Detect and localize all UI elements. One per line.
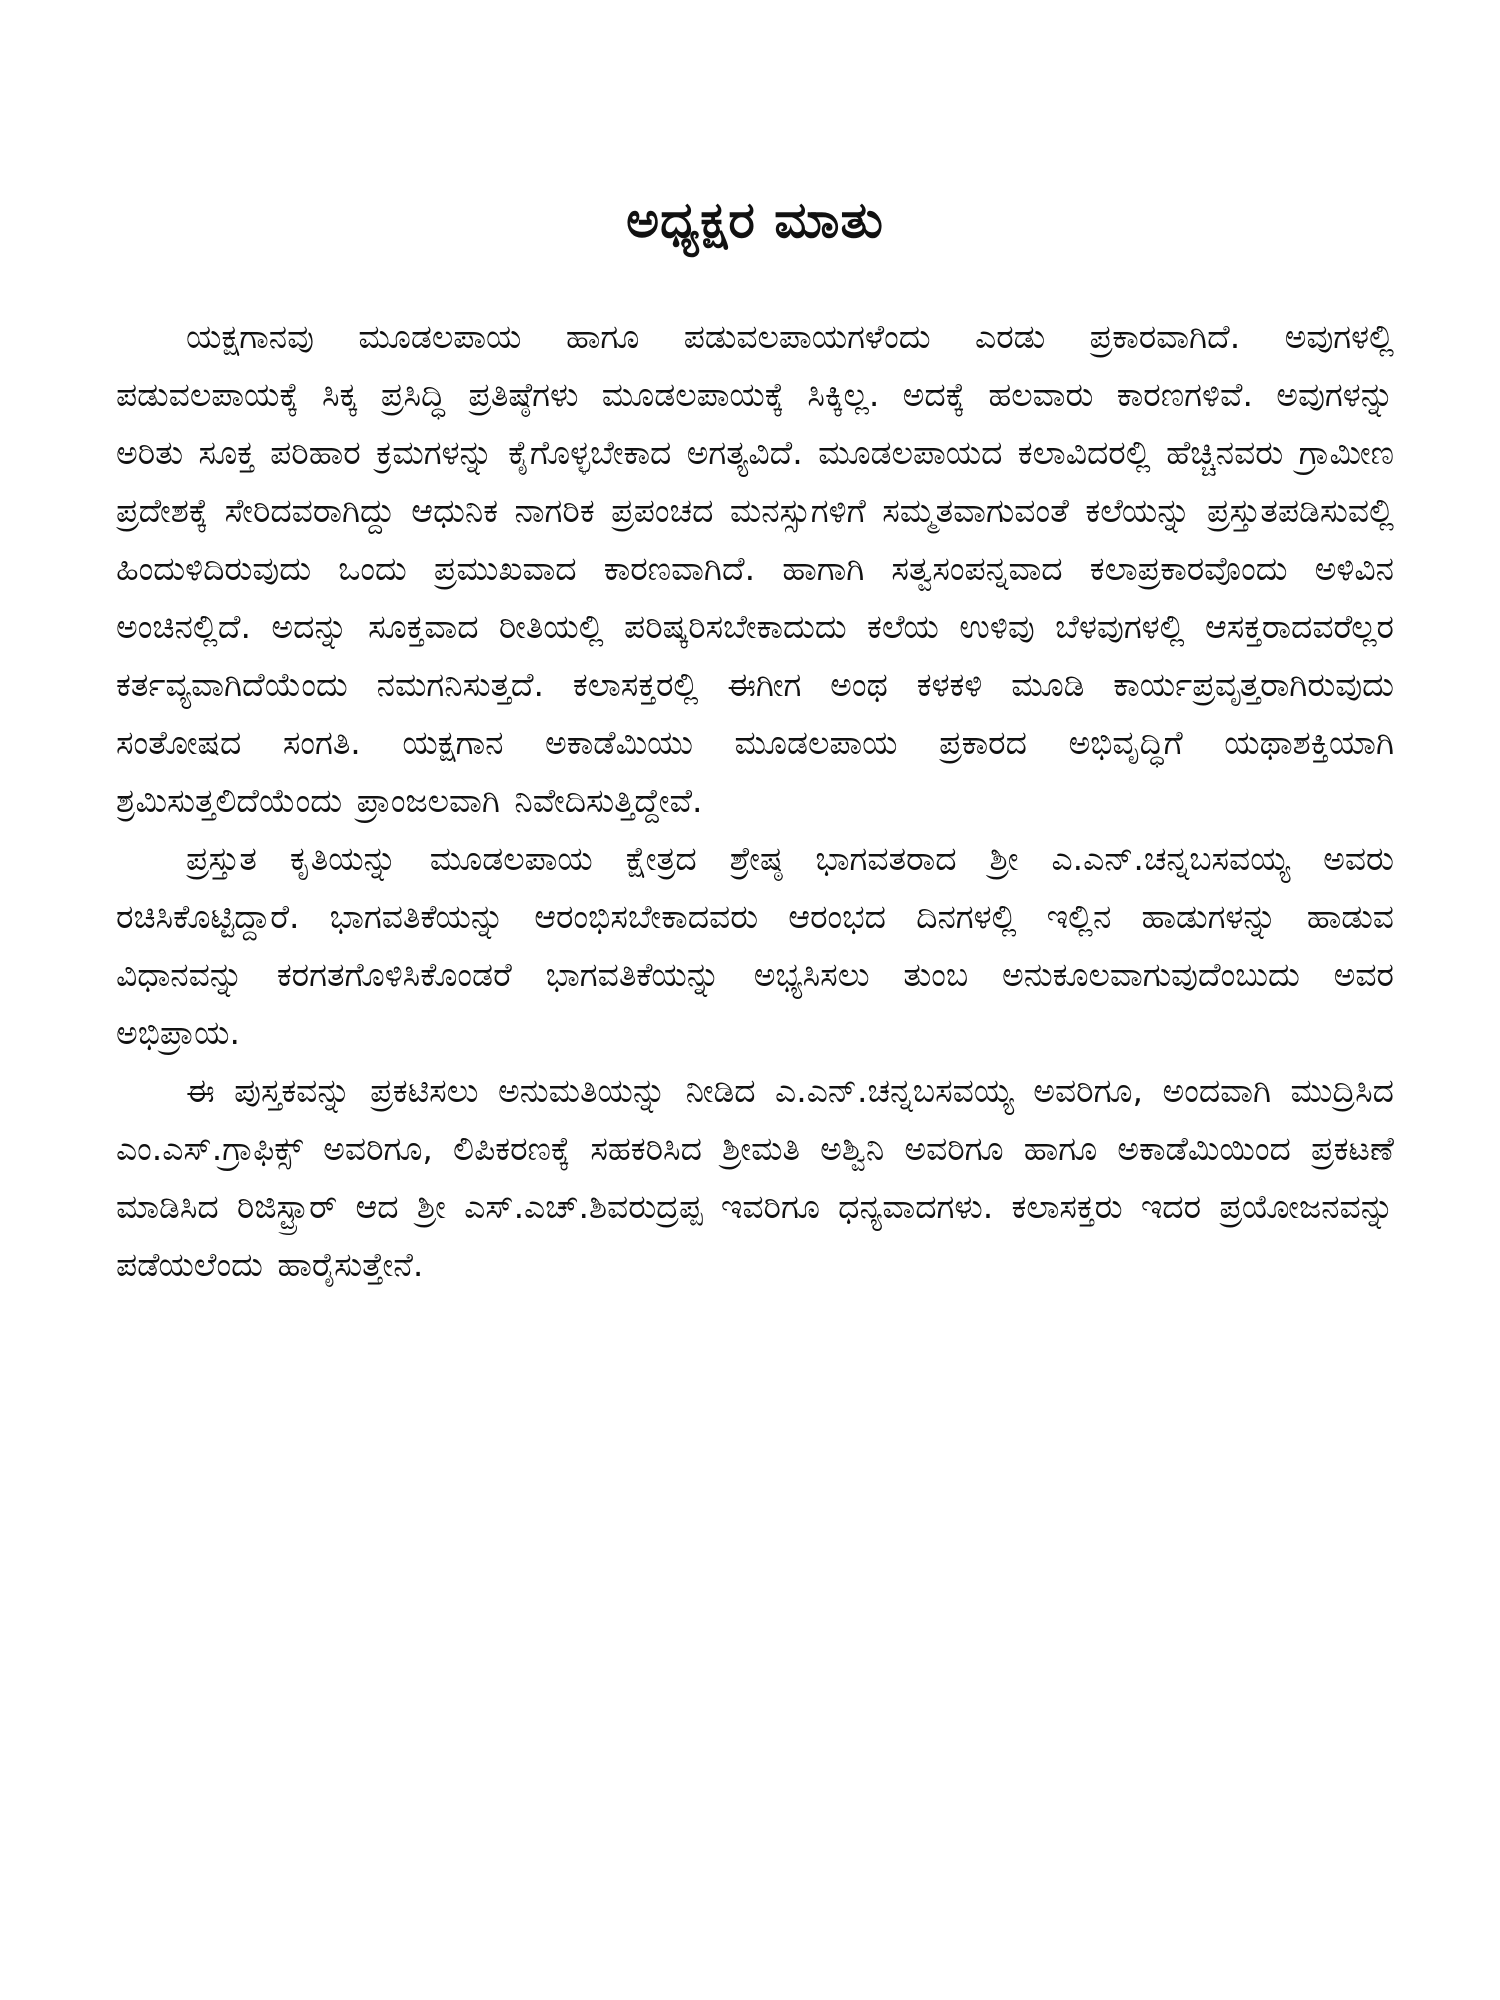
paragraph-2: ಪ್ರಸ್ತುತ ಕೃತಿಯನ್ನು ಮೂಡಲಪಾಯ ಕ್ಷೇತ್ರದ ಶ್ರೇಷ್ಠ ಭಾಗವತರಾದ ಶ್ರೀ ಎ.ಎನ್.ಚನ್ನಬಸವಯ್ಯ ಅವರು ರಚಿಸಿಕೊಟ್ಟಿದ್ದಾರೆ. ಭಾಗವತಿಕೆಯನ್ನು ಆರಂಭಿಸಬೇಕಾದವರು ಆರಂಭದ ದಿನಗಳಲ್ಲಿ ಇಲ್ಲಿನ ಹಾಡುಗಳನ್ನು ಹಾಡುವ ವಿಧಾನವನ್ನು ಕರಗತಗೊಳಿಸಿಕೊಂಡರೆ ಭಾಗವತಿಕೆಯನ್ನು ಅಭ್ಯಸಿಸಲು ತುಂಬ ಅನುಕೂಲವಾಗುವುದೆಂಬುದು ಅವರ ಅಭಿಪ್ರಾಯ. — [116, 839, 1394, 1052]
paragraph-3: ಈ ಪುಸ್ತಕವನ್ನು ಪ್ರಕಟಿಸಲು ಅನುಮತಿಯನ್ನು ನೀಡಿದ ಎ.ಎನ್.ಚನ್ನಬಸವಯ್ಯ ಅವರಿಗೂ, ಅಂದವಾಗಿ ಮುದ್ರಿಸಿದ ಎಂ.ಎಸ್.ಗ್ರಾಫಿಕ್ಸ್ ಅವರಿಗೂ, ಲಿಪಿಕರಣಕ್ಕೆ ಸಹಕರಿಸಿದ ಶ್ರೀಮತಿ ಅಶ್ವಿನಿ ಅವರಿಗೂ ಹಾಗೂ ಅಕಾಡೆಮಿಯಿಂದ ಪ್ರಕಟಣೆ ಮಾಡಿಸಿದ ರಿಜಿಸ್ಟ್ರಾರ್ ಆದ ಶ್ರೀ ಎಸ್.ಎಚ್.ಶಿವರುದ್ರಪ್ಪ ಇವರಿಗೂ ಧನ್ಯವಾದಗಳು. ಕಲಾಸಕ್ತರು ಇದರ ಪ್ರಯೋಜನವನ್ನು ಪಡೆಯಲೆಂದು ಹಾರೈಸುತ್ತೇನೆ. — [116, 1071, 1394, 1284]
page-title: ಅಧ್ಯಕ್ಷರ ಮಾತು — [626, 191, 884, 249]
paragraph-1: ಯಕ್ಷಗಾನವು ಮೂಡಲಪಾಯ ಹಾಗೂ ಪಡುವಲಪಾಯಗಳೆಂದು ಎರಡು ಪ್ರಕಾರವಾಗಿದೆ. ಅವುಗಳಲ್ಲಿ ಪಡುವಲಪಾಯಕ್ಕೆ ಸಿಕ್ಕ ಪ್ರಸಿದ್ಧಿ ಪ್ರತಿಷ್ಠೆಗಳು ಮೂಡಲಪಾಯಕ್ಕೆ ಸಿಕ್ಕಿಲ್ಲ. ಅದಕ್ಕೆ ಹಲವಾರು ಕಾರಣಗಳಿವೆ. ಅವುಗಳನ್ನು ಅರಿತು ಸೂಕ್ತ ಪರಿಹಾರ ಕ್ರಮಗಳನ್ನು ಕೈಗೊಳ್ಳಬೇಕಾದ ಅಗತ್ಯವಿದೆ. ಮೂಡಲಪಾಯದ ಕಲಾವಿದರಲ್ಲಿ ಹೆಚ್ಚಿನವರು ಗ್ರಾಮೀಣ ಪ್ರದೇಶಕ್ಕೆ ಸೇರಿದವರಾಗಿದ್ದು ಆಧುನಿಕ ನಾಗರಿಕ ಪ್ರಪಂಚದ ಮನಸ್ಸುಗಳಿಗೆ ಸಮ್ಮತವಾಗುವಂತೆ ಕಲೆಯನ್ನು ಪ್ರಸ್ತುತಪಡಿಸುವಲ್ಲಿ ಹಿಂದುಳಿದಿರುವುದು ಒಂದು ಪ್ರಮುಖವಾದ ಕಾರಣವಾಗಿದೆ. ಹಾಗಾಗಿ ಸತ್ವಸಂಪನ್ನವಾದ ಕಲಾಪ್ರಕಾರವೊಂದು ಅಳಿವಿನ ಅಂಚಿನಲ್ಲಿದೆ. ಅದನ್ನು ಸೂಕ್ತವಾದ ರೀತಿಯಲ್ಲಿ ಪರಿಷ್ಕರಿಸಬೇಕಾದುದು ಕಲೆಯ ಉಳಿವು ಬೆಳವುಗಳಲ್ಲಿ ಆಸಕ್ತರಾದವರೆಲ್ಲರ ಕರ್ತವ್ಯವಾಗಿದೆಯೆಂದು ನಮಗನಿಸುತ್ತದೆ. ಕಲಾಸಕ್ತರಲ್ಲಿ ಈಗೀಗ ಅಂಥ ಕಳಕಳಿ ಮೂಡಿ ಕಾರ್ಯಪ್ರವೃತ್ತರಾಗಿರುವುದು ಸಂತೋಷದ ಸಂಗತಿ. ಯಕ್ಷಗಾನ ಅಕಾಡೆಮಿಯು ಮೂಡಲಪಾಯ ಪ್ರಕಾರದ ಅಭಿವೃದ್ಧಿಗೆ ಯಥಾಶಕ್ತಿಯಾಗಿ ಶ್ರಮಿಸುತ್ತಲಿದೆಯೆಂದು ಪ್ರಾಂಜಲವಾಗಿ ನಿವೇದಿಸುತ್ತಿದ್ದೇವೆ. — [116, 317, 1394, 820]
